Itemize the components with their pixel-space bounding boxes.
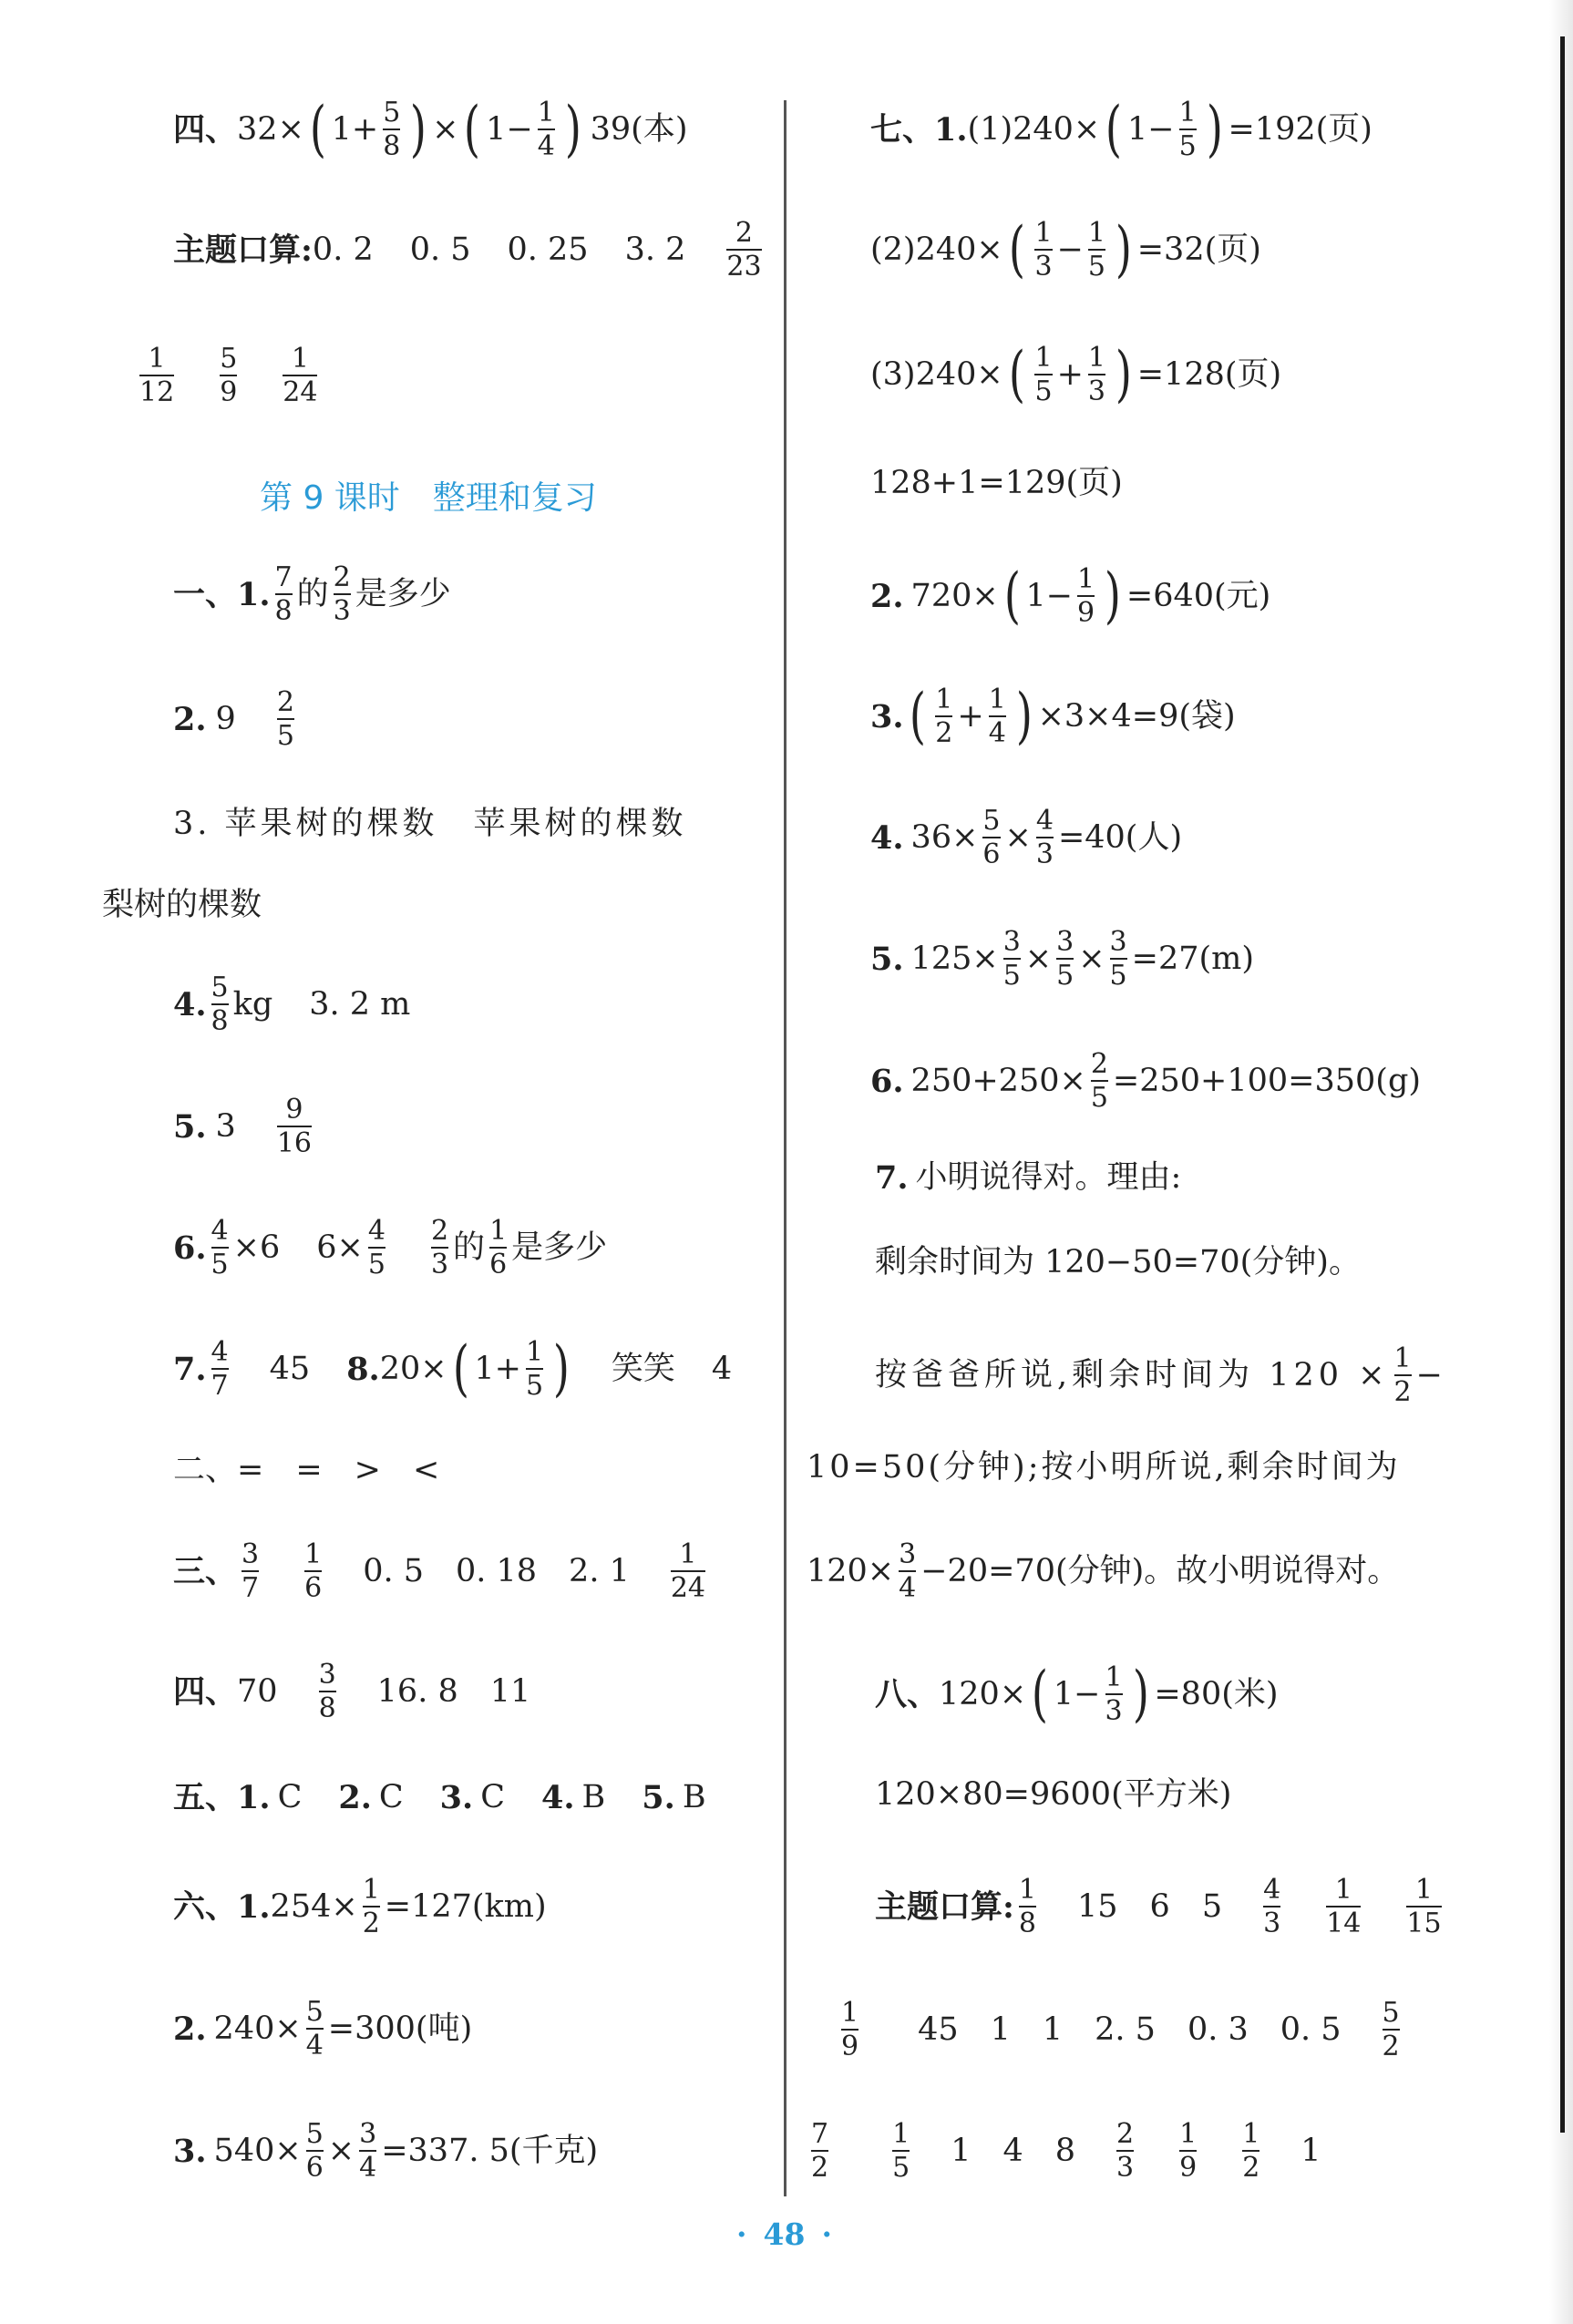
left-s12-line: 五、 1. C 2. C 3. C 4. B 5. B	[173, 1779, 706, 1816]
right-r16-line: 120×80=9600(平方米)	[875, 1776, 1232, 1813]
page-edge-line	[1560, 36, 1565, 2133]
left-s5-line: 5. 3 $\frac{9}{16}$	[173, 1094, 313, 1159]
left-s4-line: 4. $\frac{5}{8}$ kg 3. 2 m	[173, 972, 411, 1037]
left-kousuan-line-2: $\frac{1}{12}$ $\frac{5}{9}$ $\frac{1}{24}$	[139, 343, 318, 408]
right-r18-line: $\frac{1}{9}$ 45 1 1 2. 5 0. 3 0. 5 $\frac{5}{2}$	[841, 1997, 1400, 2062]
left-s7-line: 7. $\frac{4}{7}$ 45 8. 20× ( 1+ $\frac{1}{5}$ ) 笑笑 4	[173, 1333, 733, 1404]
left-q4-line: 四、 32 × ( 1 + $\frac{5}{8}$ ) × ( 1− $\frac{1}{4}$ ) 39(本)	[173, 94, 688, 164]
right-r3-line: (3)240× ( $\frac{1}{5}$ + $\frac{1}{3}$ ) =128(页)	[870, 339, 1282, 409]
right-r15-line: 八、 120× ( 1− $\frac{1}{3}$ ) =80(米)	[875, 1659, 1279, 1729]
left-s6-line: 6. $\frac{4}{5}$ ×6 6× $\frac{4}{5}$ $\frac{2}{3}$ 的 $\frac{1}{6}$ 是多少	[173, 1215, 608, 1280]
right-r12-line: 按爸爸所说,剩余时间为 120 × $\frac{1}{2}$ −	[875, 1342, 1447, 1408]
right-r2-line: (2)240× ( $\frac{1}{3}$ − $\frac{1}{5}$ ) =32(页)	[870, 214, 1261, 284]
right-r5-line: 2. 720× ( 1− $\frac{1}{9}$ ) =640(元)	[870, 560, 1271, 631]
left-s1-line: 一、1. $\frac{7}{8}$ 的 $\frac{2}{3}$ 是多少	[173, 561, 451, 627]
left-s13-line: 六、1. 254× $\frac{1}{2}$ =127(km)	[173, 1874, 547, 1939]
right-r10-line: 7. 小明说得对。理由:	[875, 1159, 1182, 1197]
right-r4-line: 128+1=129(页)	[870, 465, 1123, 501]
right-r17-line: 主题口算: $\frac{1}{8}$ 15 6 5 $\frac{4}{3}$ $\frac{1}{14}$ $\frac{1}{15}$	[875, 1874, 1442, 1939]
left-s3-line: 3. 苹果树的棵数 苹果树的棵数	[173, 806, 687, 842]
page-number: · 48 ·	[736, 2216, 832, 2252]
right-r7-line: 4. 36× $\frac{5}{6}$ × $\frac{4}{3}$ =40(人)	[870, 805, 1183, 870]
left-s15-line: 3. 540× $\frac{5}{6}$ × $\frac{3}{4}$ =337. 5(千克)	[173, 2118, 599, 2184]
left-s3-continuation: 梨树的棵数	[102, 887, 262, 923]
left-s11-line: 四、 70 $\frac{3}{8}$ 16. 8 11	[173, 1659, 531, 1724]
left-s9-line: 二、= = > <	[173, 1452, 440, 1488]
left-s14-line: 2. 240× $\frac{5}{4}$ =300(吨)	[173, 1996, 473, 2062]
right-r9-line: 6. 250+250× $\frac{2}{5}$ =250+100=350(g)	[870, 1048, 1422, 1114]
right-r19-line: $\frac{7}{2}$ $\frac{1}{5}$ 1 4 8 $\frac{2}{3}$ $\frac{1}{9}$ $\frac{1}{2}$ 1	[811, 2118, 1321, 2184]
right-r11-line: 剩余时间为 120−50=70(分钟)。	[875, 1244, 1361, 1280]
right-r1-line: 七、1. (1)240× ( 1− $\frac{1}{5}$ ) =192(页)	[870, 94, 1373, 164]
section-heading: 第 9 课时 整理和复习	[260, 479, 597, 517]
left-kousuan-line: 主题口算: 0. 2 0. 5 0. 25 3. 2 $\frac{2}{23}$	[173, 217, 762, 283]
left-s10-line: 三、 $\frac{3}{7}$ $\frac{1}{6}$ 0. 5 0. 18 2. 1 $\frac{1}{24}$	[173, 1538, 706, 1604]
right-r14-line: 120× $\frac{3}{4}$ −20=70(分钟)。故小明说得对。	[807, 1538, 1400, 1604]
right-r6-line: 3. ( $\frac{1}{2}$ + $\frac{1}{4}$ ) ×3×4=9(袋)	[870, 681, 1236, 751]
column-divider	[784, 100, 786, 2196]
right-r13-line: 10=50(分钟);按小明所说,剩余时间为	[807, 1449, 1401, 1486]
right-r8-line: 5. 125× $\frac{3}{5}$ × $\frac{3}{5}$ × $\frac{3}{5}$ =27(m)	[870, 926, 1254, 992]
left-s2-line: 2. 9 $\frac{2}{5}$	[173, 686, 294, 752]
